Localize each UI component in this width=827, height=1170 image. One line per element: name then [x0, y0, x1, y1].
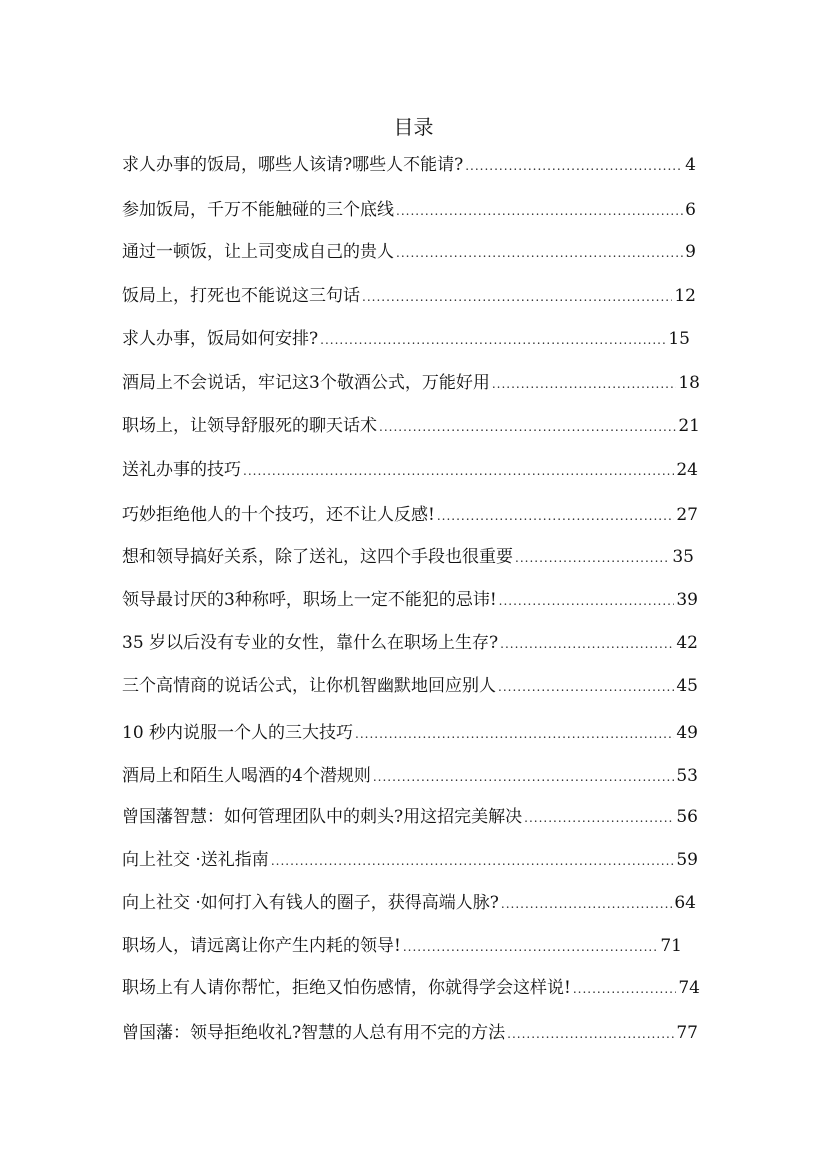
- toc-page-number: 53: [676, 766, 698, 786]
- toc-page-number: 42: [676, 633, 698, 653]
- toc-title: 目录: [393, 115, 434, 139]
- toc-leader-dots: [437, 503, 675, 529]
- toc-entry[interactable]: [122, 804, 698, 831]
- toc-page-number: 64: [674, 893, 696, 913]
- toc-entry-title: 巧妙拒绝他人的十个技巧，还不让人反感!: [122, 505, 435, 525]
- toc-entry-title: 领导最讨厌的3种称呼，职场上一定不能犯的忌讳!: [122, 590, 497, 610]
- toc-entry[interactable]: [122, 152, 696, 179]
- toc-entry-title: 35 岁以后没有专业的女性，靠什么在职场上生存?: [122, 633, 499, 653]
- toc-entry-title: 饭局上，打死也不能说这三句话: [122, 286, 360, 306]
- toc-page-number: 49: [676, 723, 698, 743]
- toc-entry-title: 三个高情商的说话公式，让你机智幽默地回应别人: [122, 676, 496, 696]
- toc-page-number: 18: [678, 373, 700, 393]
- toc-page-number: 71: [660, 936, 682, 956]
- toc-entry-title: 通过一顿饭，让上司变成自己的贵人: [122, 242, 394, 262]
- toc-page-number: 35: [672, 547, 694, 567]
- toc-entry-title: 参加饭局，千万不能触碰的三个底线: [122, 200, 394, 220]
- toc-entry-title: 想和领导搞好关系，除了送礼，这四个手段也很重要: [122, 547, 513, 567]
- toc-entry-title: 职场上，让领导舒服死的聊天话术: [122, 416, 377, 436]
- toc-page-number: 21: [678, 416, 700, 436]
- toc-page-number: 12: [674, 286, 696, 306]
- toc-entry[interactable]: [122, 370, 700, 397]
- toc-entry-title: 职场上有人请你帮忙，拒绝又怕伤感情，你就得学会这样说!: [122, 978, 571, 998]
- toc-leader-dots: [271, 848, 675, 874]
- toc-entry[interactable]: [122, 413, 700, 440]
- toc-entry-title: 求人办事的饭局，哪些人该请?哪些人不能请?: [122, 155, 464, 175]
- toc-entry[interactable]: [122, 239, 696, 266]
- toc-entry[interactable]: [122, 283, 696, 310]
- toc-entry-title: 曾国藩：领导拒绝收礼?智慧的人总有用不完的方法: [122, 1023, 506, 1043]
- toc-entry[interactable]: [122, 544, 694, 571]
- toc-leader-dots: [396, 198, 683, 224]
- toc-leader-dots: [498, 674, 674, 700]
- toc-entry-title: 职场人，请远离让你产生内耗的领导!: [122, 936, 401, 956]
- toc-entry[interactable]: [122, 457, 698, 484]
- toc-entry[interactable]: [122, 933, 682, 960]
- toc-entry-title: 10 秒内说服一个人的三大技巧: [122, 723, 354, 743]
- toc-leader-dots: [515, 545, 670, 571]
- toc-entry-title: 曾国藩智慧：如何管理团队中的刺头?用这招完美解决: [122, 807, 523, 827]
- toc-entry-title: 求人办事，饭局如何安排?: [122, 329, 319, 349]
- toc-leader-dots: [373, 764, 675, 790]
- toc-entry[interactable]: [122, 326, 690, 353]
- toc-leader-dots: [507, 1021, 674, 1047]
- toc-leader-dots: [573, 976, 677, 1002]
- toc-page-number: 27: [676, 505, 698, 525]
- toc-page-number: 59: [676, 850, 698, 870]
- toc-page-number: 45: [676, 676, 698, 696]
- toc-page-number: 9: [685, 242, 696, 262]
- toc-leader-dots: [500, 631, 674, 657]
- toc-leader-dots: [362, 284, 672, 310]
- toc-page-number: 77: [676, 1023, 698, 1043]
- toc-entry-title: 酒局上和陌生人喝酒的4个潜规则: [122, 766, 371, 786]
- toc-entry-title: 送礼办事的技巧: [122, 460, 241, 480]
- toc-page-number: 24: [676, 460, 698, 480]
- toc-page-number: 74: [678, 978, 700, 998]
- toc-entry[interactable]: [122, 720, 698, 747]
- toc-leader-dots: [501, 891, 672, 917]
- toc-leader-dots: [379, 414, 676, 440]
- toc-leader-dots: [320, 327, 666, 353]
- toc-entry[interactable]: [122, 1020, 698, 1047]
- toc-entry[interactable]: [122, 197, 696, 224]
- toc-entry[interactable]: [122, 502, 698, 529]
- toc-leader-dots: [499, 588, 675, 614]
- toc-leader-dots: [243, 458, 674, 484]
- toc-entry[interactable]: [122, 763, 698, 790]
- toc-leader-dots: [403, 934, 659, 960]
- toc-entry-title: 酒局上不会说话，牢记这3个敬酒公式，万能好用: [122, 373, 490, 393]
- toc-entry[interactable]: [122, 847, 698, 874]
- toc-leader-dots: [396, 240, 683, 266]
- toc-entry[interactable]: [122, 975, 700, 1002]
- toc-leader-dots: [524, 805, 674, 831]
- toc-page-number: 4: [685, 155, 696, 175]
- toc-page-number: 6: [685, 200, 696, 220]
- toc-page-number: 56: [676, 807, 698, 827]
- toc-leader-dots: [465, 153, 683, 179]
- toc-entry[interactable]: [122, 890, 696, 917]
- toc-leader-dots: [355, 721, 674, 747]
- toc-leader-dots: [492, 371, 677, 397]
- toc-entry[interactable]: [122, 630, 698, 657]
- toc-page-number: 15: [668, 329, 690, 349]
- toc-entry[interactable]: [122, 587, 698, 614]
- toc-entry[interactable]: [122, 673, 698, 700]
- toc-page-number: 39: [676, 590, 698, 610]
- toc-entry-title: 向上社交 ·送礼指南: [122, 850, 269, 870]
- toc-entry-title: 向上社交 ·如何打入有钱人的圈子，获得高端人脉?: [122, 893, 499, 913]
